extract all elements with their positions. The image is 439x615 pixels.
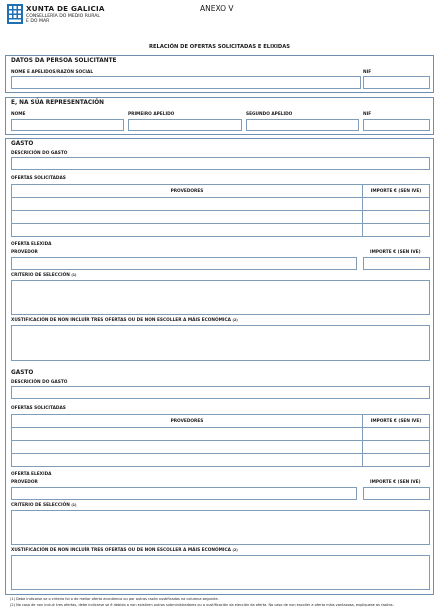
gastos-section <box>5 138 434 595</box>
nome-label: NOME <box>11 112 26 117</box>
xustificacion-label: XUSTIFICACIÓN DE NON INCLUÍR TRES OFERTAS OU DE NON ESCOLLER A MÁIS ECONÓMICA $^{(2)}$ <box>11 318 238 323</box>
table-row <box>12 428 430 441</box>
criterio-field[interactable] <box>11 510 430 545</box>
solicitante-heading: DATOS DA PERSOA SOLICITANTE <box>11 58 117 64</box>
provedor-cell[interactable] <box>12 224 363 237</box>
oferta-elixida-label: OFERTA ELEXIDA <box>11 242 52 247</box>
provedor-elixido-field[interactable] <box>11 487 357 500</box>
importe-cell[interactable] <box>363 454 430 467</box>
xustificacion-field[interactable] <box>11 325 430 361</box>
primeiro-apelido-field[interactable] <box>128 119 242 131</box>
provedores-header: PROVEDORES <box>12 185 363 198</box>
name-label: NOME E APELIDOS/RAZÓN SOCIAL <box>11 70 94 75</box>
representacion-section <box>5 97 434 135</box>
segundo-apelido-label: SEGUNDO APELIDO <box>246 112 293 117</box>
importe-header: IMPORTE € (SEN IVE) <box>363 415 430 428</box>
solicitante-section <box>5 55 434 93</box>
ofertas-table <box>11 184 430 237</box>
gasto-heading: GASTO <box>11 370 34 376</box>
footnote-1: (1) Debe indicarse se o criterio foi o de mellor oferta económica ou por outras razón xustificadas na columna seguinte. <box>10 597 219 601</box>
descricion-field[interactable] <box>11 386 430 399</box>
org-department <box>26 14 100 25</box>
provedores-header: PROVEDORES <box>12 415 363 428</box>
org-dept-line1: CONSELLERÍA DO MEDIO RURAL <box>26 14 100 19</box>
table-row <box>12 224 430 237</box>
importe-cell[interactable] <box>363 428 430 441</box>
rep-nif-field[interactable] <box>363 119 430 131</box>
provedor-cell[interactable] <box>12 441 363 454</box>
anexo-label: ANEXO V <box>200 4 234 13</box>
importe-label: IMPORTE € (SEN IVE) <box>370 250 421 255</box>
name-field[interactable] <box>11 76 361 89</box>
descricion-field[interactable] <box>11 157 430 170</box>
table-row <box>12 211 430 224</box>
ofertas-solicitadas-label: OFERTAS SOLICITADAS <box>11 406 66 411</box>
provedor-cell[interactable] <box>12 198 363 211</box>
table-row <box>12 198 430 211</box>
xustificacion-label: XUSTIFICACIÓN DE NON INCLUÍR TRES OFERTAS OU DE NON ESCOLLER A MÁIS ECONÓMICA $^{(2)}$ <box>11 548 238 553</box>
criterio-label: CRITERIO DE SELECCIÓN $^{(1)}$ <box>11 503 77 508</box>
importe-cell[interactable] <box>363 211 430 224</box>
oferta-elixida-label: OFERTA ELEXIDA <box>11 472 52 477</box>
provedor-cell[interactable] <box>12 454 363 467</box>
xustificacion-field[interactable] <box>11 555 430 590</box>
criterio-field[interactable] <box>11 280 430 315</box>
gasto-heading: GASTO <box>11 141 34 147</box>
descricion-label: DESCRICIÓN DO GASTO <box>11 151 68 156</box>
nif-field[interactable] <box>363 76 430 89</box>
primeiro-apelido-label: PRIMEIRO APELIDO <box>128 112 175 117</box>
descricion-label: DESCRICIÓN DO GASTO <box>11 380 68 385</box>
ofertas-solicitadas-label: OFERTAS SOLICITADAS <box>11 176 66 181</box>
importe-cell[interactable] <box>363 198 430 211</box>
criterio-label: CRITERIO DE SELECCIÓN $^{(1)}$ <box>11 273 77 278</box>
rep-nif-label: NIF <box>363 112 372 117</box>
provedor-cell[interactable] <box>12 428 363 441</box>
ofertas-table <box>11 414 430 467</box>
provedor-cell[interactable] <box>12 211 363 224</box>
representacion-heading: E, NA SÚA REPRESENTACIÓN <box>11 100 105 106</box>
provedor-label: PROVEDOR <box>11 250 38 255</box>
importe-cell[interactable] <box>363 441 430 454</box>
table-row <box>12 454 430 467</box>
importe-cell[interactable] <box>363 224 430 237</box>
xunta-logo-icon <box>7 4 23 24</box>
importe-header: IMPORTE € (SEN IVE) <box>363 185 430 198</box>
segundo-apelido-field[interactable] <box>246 119 359 131</box>
importe-elixido-field[interactable] <box>363 487 430 500</box>
nome-field[interactable] <box>11 119 124 131</box>
importe-elixido-field[interactable] <box>363 257 430 270</box>
nif-label: NIF <box>363 70 372 75</box>
document-title: RELACIÓN DE OFERTAS SOLICITADAS E ELIXIDAS <box>148 44 290 50</box>
provedor-elixido-field[interactable] <box>11 257 357 270</box>
footnote-2: (2) No caso de non incluír tres ofertas, debe indicarse se é debido a non existiren outros subministradores ou a xustificación da elección da oferta. No caso de non escoller a oferta máis vantaxosa, explíquese as razóns. <box>10 603 394 607</box>
org-name: XUNTA DE GALICIA <box>26 4 105 13</box>
importe-label: IMPORTE € (SEN IVE) <box>370 480 421 485</box>
org-dept-line2: E DO MAR <box>26 19 50 25</box>
table-row <box>12 441 430 454</box>
provedor-label: PROVEDOR <box>11 480 38 485</box>
